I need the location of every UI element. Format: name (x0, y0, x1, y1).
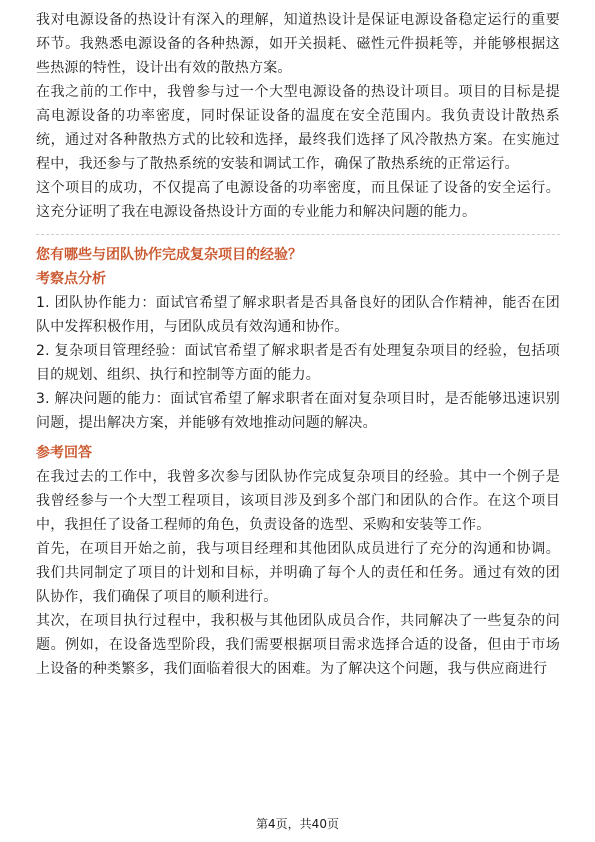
question-title: 您有哪些与团队协作完成复杂项目的经验？ (36, 247, 302, 263)
document-page (36, 8, 560, 681)
section-divider (36, 234, 560, 235)
page-number: 第4页，共40页 (256, 817, 339, 831)
answer-heading: 参考回答 (36, 445, 92, 461)
answer-paragraph-2: 首先，在项目开始之前，我与项目经理和其他团队成员进行了充分的沟通和协调。我们共同制定了项目的计划和目标，并明确了每个人的责任和任务。通过有效的团队协作，我们确保了项目的顺利进行。 (36, 541, 560, 605)
analysis-item-3: 3. 解决问题的能力：面试官希望了解求职者在面对复杂项目时，是否能够迅速识别问题，提出解决方案，并能够有效地推动问题的解决。 (36, 391, 560, 431)
answer-paragraph-3: 其次，在项目执行过程中，我积极与其他团队成员合作，共同解决了一些复杂的问题。例如，在设备选型阶段，我们需要根据项目需求选择合适的设备，但由于市场上设备的种类繁多，我们面临着很大的困难。为了解决这个问题，我与供应商进行 (36, 613, 560, 677)
analysis-item-1: 1. 团队协作能力：面试官希望了解求职者是否具备良好的团队合作精神，能否在团队中发挥积极作用，与团队成员有效沟通和协作。 (36, 295, 560, 335)
answer-paragraph-1: 在我过去的工作中，我曾多次参与团队协作完成复杂项目的经验。其中一个例子是我曾经参与一个大型工程项目，该项目涉及到多个部门和团队的合作。在这个项目中，我担任了设备工程师的角色，负责设备的选型、采购和安装等工作。 (36, 469, 560, 533)
analysis-heading: 考察点分析 (36, 271, 106, 287)
intro-paragraph-2: 在我之前的工作中，我曾参与过一个大型电源设备的热设计项目。项目的目标是提高电源设备的功率密度，同时保证设备的温度在安全范围内。我负责设计散热系统，通过对各种散热方式的比较和选择，最终我们选择了风冷散热方案。在实施过程中，我还参与了散热系统的安装和调试工作，确保了散热系统的正常运行。 (36, 84, 560, 172)
analysis-item-2: 2. 复杂项目管理经验：面试官希望了解求职者是否有处理复杂项目的经验，包括项目的规划、组织、执行和控制等方面的能力。 (36, 343, 560, 383)
intro-paragraph-3: 这个项目的成功，不仅提高了电源设备的功率密度，而且保证了设备的安全运行。这充分证明了我在电源设备热设计方面的专业能力和解决问题的能力。 (36, 180, 560, 220)
intro-paragraph-1: 我对电源设备的热设计有深入的理解，知道热设计是保证电源设备稳定运行的重要环节。我熟悉电源设备的各种热源，如开关损耗、磁性元件损耗等，并能够根据这些热源的特性，设计出有效的散热方案。 (36, 12, 560, 76)
